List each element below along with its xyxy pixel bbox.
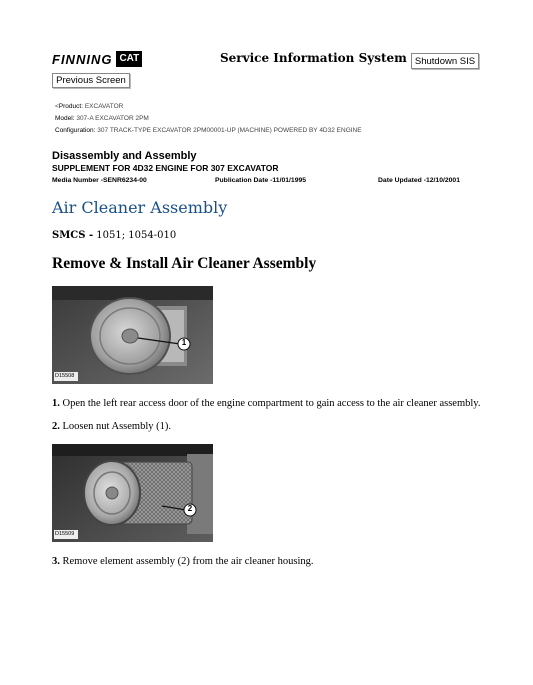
step-2-text: Loosen nut Assembly (1).	[62, 421, 171, 432]
figure-1-id: D15508	[55, 373, 75, 379]
model-key: Model:	[55, 115, 75, 122]
figure-2-id: D15509	[55, 531, 75, 537]
shutdown-sis-button[interactable]: Shutdown SIS	[411, 53, 479, 69]
cat-logo-badge: CAT	[116, 51, 142, 67]
document-title: Air Cleaner Assembly	[52, 198, 228, 217]
configuration-line	[55, 127, 362, 134]
publication-date: Publication Date -11/01/1995	[215, 177, 307, 184]
smcs-label: SMCS -	[52, 230, 94, 241]
air-cleaner-photo-icon	[52, 286, 213, 384]
configuration-key: Configuration:	[55, 127, 96, 134]
procedure-title: Remove & Install Air Cleaner Assembly	[52, 255, 317, 272]
smcs-line	[52, 230, 176, 241]
callout-2-label: 2	[187, 504, 193, 513]
step-2	[52, 421, 171, 432]
filter-element-photo	[52, 444, 213, 542]
section-heading: Disassembly and Assembly	[52, 150, 197, 162]
smcs-codes: 1051; 1054-010	[96, 230, 177, 241]
model-line	[55, 115, 149, 122]
supplement-heading: SUPPLEMENT FOR 4D32 ENGINE FOR 307 EXCAVATOR	[52, 163, 279, 173]
step-1-text: Open the left rear access door of the engine compartment to gain access to the air cleaner assembly.	[62, 398, 481, 409]
product-line	[55, 103, 123, 110]
callout-1-label: 1	[181, 338, 187, 347]
step-3-number: 3.	[52, 556, 60, 567]
date-updated: Date Updated -12/10/2001	[378, 177, 460, 184]
filter-element-photo-icon	[52, 444, 213, 542]
step-1	[52, 398, 522, 409]
product-key: Product:	[58, 103, 84, 110]
back-arrow-icon: <	[55, 103, 59, 110]
air-cleaner-photo	[52, 286, 213, 384]
model-value: 307-A EXCAVATOR 2PM	[76, 115, 149, 122]
product-value: EXCAVATOR	[84, 103, 124, 110]
configuration-value: 307 TRACK-TYPE EXCAVATOR 2PM00001-UP (MACHINE) POWERED BY 4D32 ENGINE	[97, 127, 362, 134]
finning-cat-logo	[52, 48, 140, 70]
finning-logo-text: FINNING	[52, 51, 113, 67]
page-title: Service Information System	[220, 51, 407, 65]
step-3-text: Remove element assembly (2) from the air cleaner housing.	[62, 556, 314, 567]
step-1-number: 1.	[52, 398, 60, 409]
previous-screen-button[interactable]: Previous Screen	[52, 73, 130, 88]
step-3	[52, 556, 314, 567]
step-2-number: 2.	[52, 421, 60, 432]
media-number: Media Number -SENR6234-00	[52, 177, 147, 184]
